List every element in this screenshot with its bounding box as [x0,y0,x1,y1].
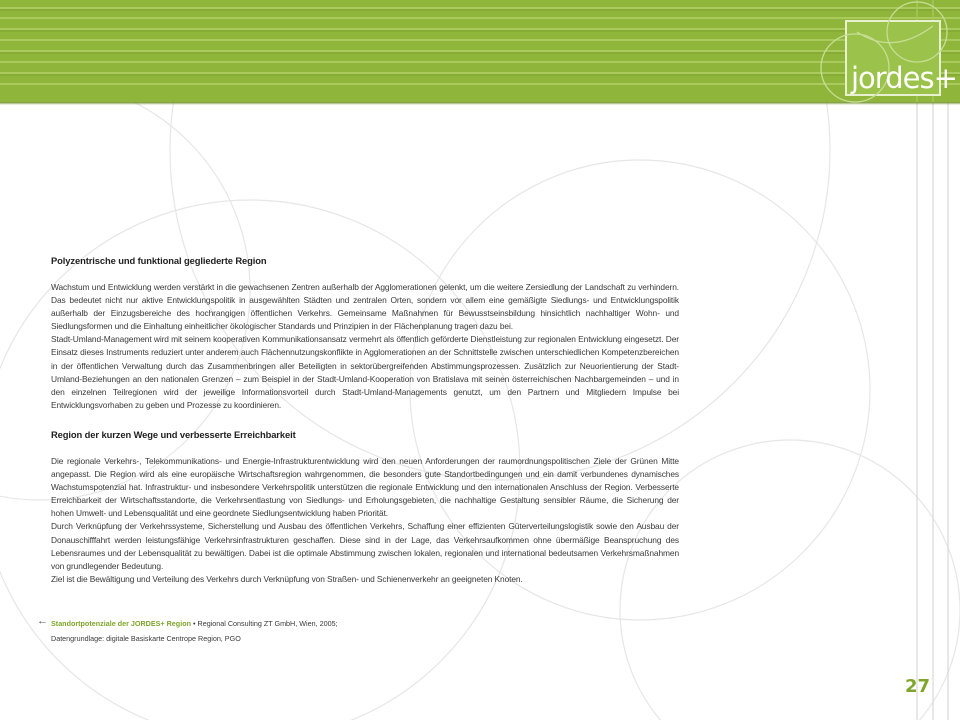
section-title: Region der kurzen Wege und verbesserte Erreichbarkeit [51,428,296,440]
main-content [51,254,679,586]
footnote-line [51,616,338,631]
paragraph: Stadt-Umland-Management wird mit seinem kooperativen Kommunikationsansatz vermehrt als öffentlich geförderte Dienstleistung zur regionalen Entwicklung eingesetzt. Der Einsatz dieses Instruments reduziert unter anderem auch Flächennutzungskonflikte in Agglomerationen an der Schnittstelle zwischen unterschiedlichen Kompetenzbereichen in der öffentlichen Verwaltung durch das Zusammenbringen aller Beteiligten in sektorübergreifenden Abstimmungsprozessen. Zusätzlich zur Neuorientierung der Stadt-Umland-Beziehungen an den nationalen Grenzen – zum Beispiel in der Stadt-Umland-Kooperation von Bratislava mit seinen österreichischen Nachbargemeinden – und in den einzelnen Teilregionen wird der jeweilige Informationsvorteil durch Stadt-Umland-Managements genutzt, um den Partnern und Mitgliedern Impulse bei Entwicklungsvorhaben zu geben und Prozesse zu koordinieren. [51,334,679,410]
jordes-logo [845,20,957,96]
header-stripes [0,0,960,102]
footnote-title: Standortpotenziale der JORDES+ Region [51,619,191,628]
footnote-data-source: Datengrundlage: digitale Basiskarte Centrope Region, PGO [51,634,241,643]
logo-text: jordes+ [851,61,957,95]
arrow-left-icon: ← [37,615,48,627]
paragraph: Wachstum und Entwicklung werden verstärkt in die gewachsenen Zentren außerhalb der Agglomerationen gelenkt, um die weitere Zersiedlung der Landschaft zu verhindern. Das bedeutet nicht nur aktive Entwicklungspolitik in ausgewählten Städten und zentralen Orten, sondern vor allem eine gemäßigte Siedlungs- und Entwicklungspolitik außerhalb der Einzugsbereiche des hochrangigen öffentlichen Verkehrs. Gemeinsame Maßnahmen für Bewusstseinsbildung hinsichtlich nachhaltiger Wohn- und Siedlungsformen und die Einhaltung einheitlicher ökologischer Standards und Prinzipien in der Flächenplanung tragen dazu bei. [51,282,679,332]
paragraph: Die regionale Verkehrs-, Telekommunikations- und Energie-Infrastrukturentwicklung wird den neuen Anforderungen der raumordnungspolitischen Ziele der Grünen Mitte angepasst. Die Region wird als eine europäische Wirtschaftsregion wahrgenommen, die besonders gute Standortbedingungen und ein damit verbundenes dynamisches Wachstumspotenzial hat. Infrastruktur- und insbesondere Verkehrspolitik unterstützen die regionale Entwicklung und den internationalen Anschluss der Region. Verbesserte Erreichbarkeit der Wirtschaftsstandorte, die Verkehrsentlastung von Siedlungs- und Erholungsgebieten, die nachhaltige Gestaltung sensibler Räume, die Sicherung der hohen Umwelt- und Lebensqualität und eine geordnete Siedlungsentwicklung haben Priorität. [51,455,679,519]
paragraph: Ziel ist die Bewältigung und Verteilung des Verkehrs durch Verknüpfung von Straßen- und Schienenverkehr an geeigneten Knoten. [51,573,523,584]
paragraph: Durch Verknüpfung der Verkehrssysteme, Sicherstellung und Ausbau des öffentlichen Verkehrs, Schaffung einer effizienten Güterverteilungslogistik sowie den Ausbau der Donauschifffahrt werden leistungsfähige Verkehrsinfrastrukturen geschaffen. Diese sind in der Lage, das Verkehrsaufkommen ohne übermäßige Beanspruchung des Lebensraumes und der Lebensqualität zu bewältigen. Dabei ist die optimale Abstimmung zwischen lokalen, regionalen und international bedeutsamen Verkehrsmaßnahmen von grundlegender Bedeutung. [51,521,679,571]
header-band [0,0,960,102]
footnote-bullet: • [190,619,198,628]
page-number: 27 [905,676,931,697]
header-shadow [0,102,960,105]
footnote-source: Regional Consulting ZT GmbH, Wien, 2005; [197,619,338,628]
section-title: Polyzentrische und funktional gegliederte Region [51,255,267,266]
